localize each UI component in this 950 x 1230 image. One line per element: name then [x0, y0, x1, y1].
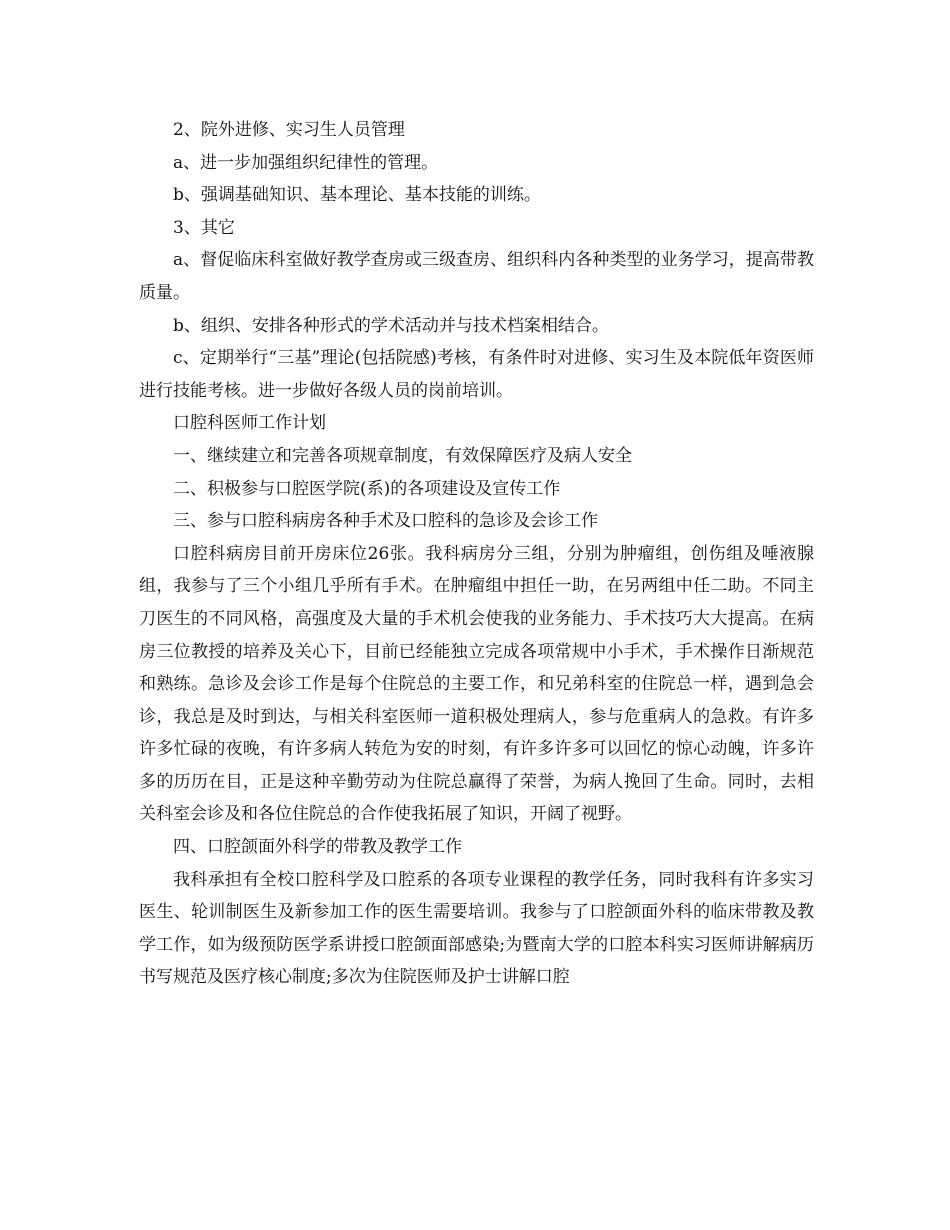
document-title-work-plan: 口腔科医师工作计划 — [173, 413, 326, 434]
paragraph-teaching-work: 我科承担有全校口腔科学及口腔系的各项专业课程的教学任务，同时我科有许多实习医生、轮训制医生及新参加工作的医生需要培训。我参与了口腔颌面外科的临床带教及教学工作，如为级预防医学系讲授口腔颌面部感染;为暨南大学的口腔本科实习医师讲解病历书写规范及医疗核心制度;多次为住院医师及护士讲解口腔 — [139, 869, 814, 988]
section-heading-other: 3、其它 — [173, 217, 235, 238]
paragraph-ward-work: 口腔科病房目前开房床位26张。我科病房分三组，分别为肿瘤组，创伤组及唾液腺组，我参与了三个小组几乎所有手术。在肿瘤组中担任一助，在另两组中任二助。不同主刀医生的不同风格，高强度及大量的手术机会使我的业务能力、手术技巧大大提高。在病房三位教授的培养及关心下，目前已经能独立完成各项常规中小手术，手术操作日渐规范和熟练。急诊及会诊工作是每个住院总的主要工作，和兄弟科室的住院总一样，遇到急会诊，我总是及时到达，与相关科室医师一道积极处理病人，参与危重病人的急救。有许多许多忙碌的夜晚，有许多病人转危为安的时刻，有许多许多可以回忆的惊心动魄，许多许多的历历在目，正是这种辛勤劳动为住院总赢得了荣誉，为病人挽回了生命。同时，去相关科室会诊及和各位住院总的合作使我拓展了知识，开阔了视野。 — [139, 543, 814, 825]
section-heading-outside-trainees: 2、院外进修、实习生人员管理 — [173, 120, 405, 140]
list-item-assessment: c、定期举行“三基”理论(包括院感)考核，有条件时对进修、实习生及本院低年资医师进行技能考核。进一步做好各级人员的岗前培训。 — [139, 348, 814, 401]
list-item-academic-activities: b、组织、安排各种形式的学术活动并与技术档案相结合。 — [173, 315, 609, 336]
plan-item-teaching: 四、口腔颌面外科学的带教及教学工作 — [173, 837, 462, 858]
list-item-teaching-rounds: a、督促临床科室做好教学查房或三级查房、组织科内各种类型的业务学习，提高带教质量。 — [139, 250, 814, 303]
list-item-discipline: a、进一步加强组织纪律性的管理。 — [173, 152, 439, 173]
plan-item-construction: 二、积极参与口腔医学院(系)的各项建设及宣传工作 — [173, 478, 561, 499]
plan-item-surgery: 三、参与口腔科病房各种手术及口腔科的急诊及会诊工作 — [173, 511, 598, 532]
document-body — [139, 114, 814, 994]
plan-item-regulations: 一、继续建立和完善各项规章制度，有效保障医疗及病人安全 — [173, 445, 632, 466]
list-item-basic-training: b、强调基础知识、基本理论、基本技能的训练。 — [173, 185, 541, 206]
